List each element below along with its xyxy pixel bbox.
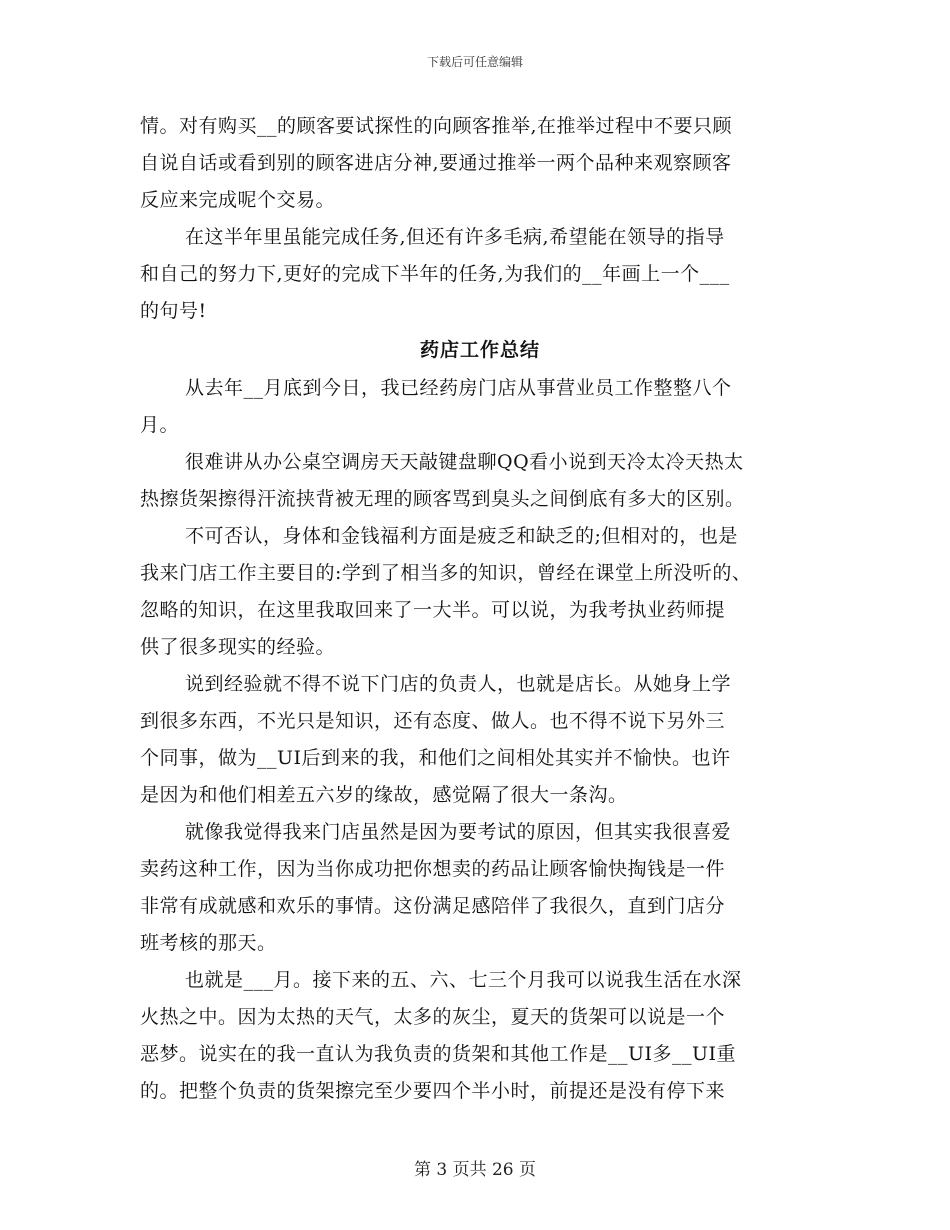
paragraph-line: 也就是___月。接下来的五、六、七三个月我可以说我生活在水深 xyxy=(185,969,742,991)
paragraph-line: 月。 xyxy=(140,414,180,436)
paragraph-line: 不可否认，身体和金钱福利方面是疲乏和缺乏的;但相对的，也是 xyxy=(185,525,738,547)
paragraph-line: 非常有成就感和欢乐的事情。这份满足感陪伴了我很久，直到门店分 xyxy=(140,895,726,917)
paragraph-line: 个同事，做为__UI后到来的我，和他们之间相处其实并不愉快。也许 xyxy=(140,747,731,769)
paragraph-line: 热擦货架擦得汗流挟背被无理的顾客骂到臭头之间倒底有多大的区别。 xyxy=(140,488,745,510)
paragraph-line: 自说自话或看到别的顾客进店分神,要通过推举一两个品种来观察顾客 xyxy=(140,152,732,174)
paragraph-line: 火热之中。因为太热的天气，太多的灰尘，夏天的货架可以说是一个 xyxy=(140,1006,726,1028)
paragraph-line: 我来门店工作主要目的:学到了相当多的知识，曾经在课堂上所没听的、 xyxy=(140,562,752,584)
paragraph-line: 反应来完成呢个交易。 xyxy=(140,189,336,211)
paragraph-line: 供了很多现实的经验。 xyxy=(140,636,336,658)
paragraph-line: 到很多东西，不光只是知识，还有态度、做人。也不得不说下另外三 xyxy=(140,710,726,732)
paragraph-line: 从去年__月底到今日，我已经药房门店从事营业员工作整整八个 xyxy=(185,377,732,399)
paragraph-line: 在这半年里虽能完成任务,但还有许多毛病,希望能在领导的指导 xyxy=(185,226,725,248)
paragraph-line: 忽略的知识，在这里我取回来了一大半。可以说，为我考执业药师提 xyxy=(140,599,726,621)
paragraph-line: 是因为和他们相差五六岁的缘故，感觉隔了很大一条沟。 xyxy=(140,784,628,806)
paragraph-line: 和自己的努力下,更好的完成下半年的任务,为我们的__年画上一个___ xyxy=(140,263,730,285)
paragraph-line: 班考核的那天。 xyxy=(140,932,277,954)
paragraph-line: 卖药这种工作，因为当你成功把你想卖的药品让顾客愉快掏钱是一件 xyxy=(140,858,726,880)
paragraph-line: 说到经验就不得不说下门店的负责人，也就是店长。从她身上学 xyxy=(185,673,732,695)
paragraph-line: 就像我觉得我来门店虽然是因为要考试的原因，但其实我很喜爱 xyxy=(185,821,732,843)
paragraph-line: 很难讲从办公桌空调房天天敲键盘聊QQ看小说到天冷太冷天热太 xyxy=(185,451,744,473)
page-header: 下载后可任意编辑 xyxy=(426,55,523,69)
paragraph-line: 恶梦。说实在的我一直认为我负责的货架和其他工作是__UI多__UI重 xyxy=(140,1043,737,1065)
document-body xyxy=(140,108,820,1110)
paragraph-line: 情。对有购买__的顾客要试探性的向顾客推举,在推举过程中不要只顾 xyxy=(140,115,733,137)
paragraph-line: 的。把整个负责的货架擦完至少要四个半小时，前提还是没有停下来 xyxy=(140,1080,726,1102)
page-footer: 第 3 页共 26 页 xyxy=(413,1160,537,1180)
article-title: 药店工作总结 xyxy=(419,339,540,361)
paragraph-line: 的句号! xyxy=(140,300,207,322)
